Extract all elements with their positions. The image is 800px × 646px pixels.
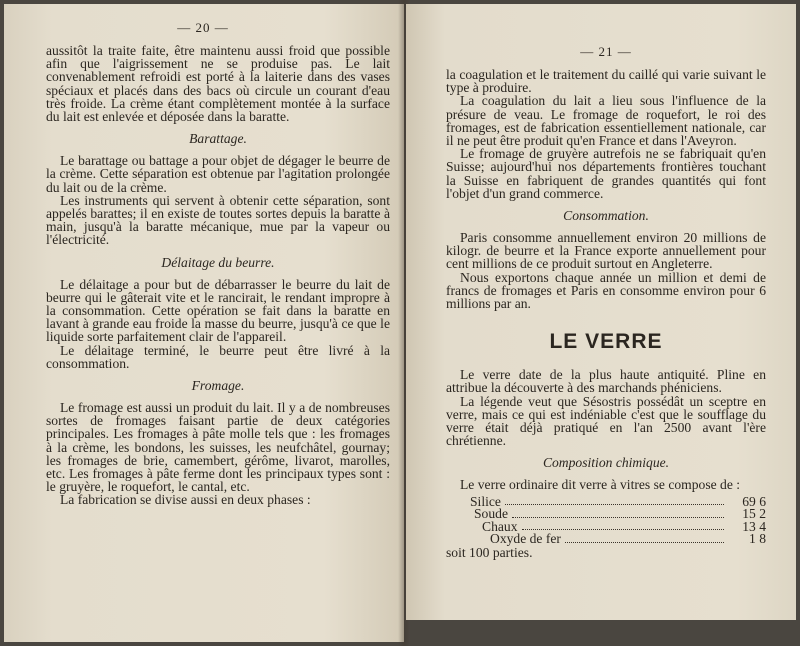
heading-composition-chimique: Composition chimique.	[542, 455, 670, 471]
gruyere-paragraph: Le fromage de gruyère autrefois ne se fabriquait qu'en Suisse; aujourd'hui nos départements frontières touchant la Suisse en fabriquent de grandes quantités qui font l'objet d'un grand commerce.	[446, 146, 766, 201]
composition-row-oxyde-de-fer	[446, 533, 766, 546]
delaitage-paragraph-2: Le délaitage terminé, le beurre peut être livré à la consommation.	[46, 342, 390, 371]
composition-intro: Le verre ordinaire dit verre à vitres se compose de :	[460, 477, 741, 493]
fromage-paragraph-2: La fabrication se divise aussi en deux phases :	[60, 492, 311, 508]
composition-item-value: 15 2	[742, 506, 766, 522]
composition-item-name: Soude	[474, 506, 508, 522]
chapter-title-le-verre: LE VERRE	[549, 330, 663, 354]
consommation-paragraph-2: Nous exportons chaque année un million et demi de francs de fromages et Paris en consomme environ pour 6 millions par an.	[446, 269, 766, 312]
right-page	[406, 4, 796, 620]
delaitage-paragraph-1: Le délaitage a pour but de débarrasser le beurre du lait de beurre qui le gâterait vite et le rancirait, le rendant impropre à la consommation. Cette opération se fait dans la baratte en lavant à grande eau froide la masse du beurre, jusqu'à ce que le liquide sorte parfaitement clair de l'appareil.	[46, 276, 390, 345]
heading-fromage: Fromage.	[191, 378, 245, 394]
barattage-paragraph-2: Les instruments qui servent à obtenir cette séparation, sont appelés barattes; il en existe de toutes sortes depuis la baratte à main, jusqu'à la baratte mécanique, mue par la vapeur ou l'électricité.	[46, 192, 390, 248]
verre-paragraph-2: La légende veut que Sésostris possédât un sceptre en verre, mais ce qui est indéniable c'est que le soufflage du verre était déjà pratiqué en l'an 2500 avant l'ère chrétienne.	[446, 393, 766, 449]
leader-dots	[512, 508, 724, 518]
composition-item-name: Oxyde de fer	[490, 531, 561, 547]
leader-dots	[565, 533, 724, 543]
composition-item-value: 1 8	[749, 531, 766, 547]
composition-item-value: 69 6	[742, 493, 766, 509]
consommation-paragraph-1: Paris consomme annuellement environ 20 millions de kilogr. de beurre et la France exporte annuellement pour cent millions de ce produit surtout en Angleterre.	[446, 230, 766, 272]
composition-item-value: 13 4	[742, 518, 766, 534]
right-intro-paragraph: la coagulation et le traitement du caillé qui varie suivant le type à produire.	[446, 67, 766, 96]
heading-barattage: Barattage.	[189, 131, 247, 147]
fromage-paragraph-1: Le fromage est aussi un produit du lait. Il y a de nombreuses sortes de fromages faisant partie de deux catégories principales. Les fromages à pâte molle tels que : les fromages à la crème, les bondons, les suisses, les neufchâtel, gournay; les fromages de brie, camembert, gérôme, livarot, marolles, etc. Les fromages à pâte ferme dont les principaux types sont : le gruyère, le roquefort, le cantal, etc.	[46, 400, 390, 495]
heading-consommation: Consommation.	[563, 208, 649, 224]
composition-item-name: Chaux	[482, 518, 518, 534]
composition-item-name: Silice	[470, 493, 501, 509]
verre-paragraph-1: Le verre date de la plus haute antiquité. Pline en attribue la découverte à des marchands phéniciens.	[446, 367, 766, 396]
page-number-left: — 20 —	[177, 20, 229, 35]
coagulation-paragraph: La coagulation du lait a lieu sous l'influence de la présure de veau. Le fromage de roquefort, le roi des fromages, est de fabrication essentiellement nationale, car il ne peut être produit qu'en France et dans l'Aveyron.	[446, 93, 766, 149]
page-number-right: — 21 —	[580, 44, 632, 59]
leader-dots	[522, 521, 725, 531]
composition-total: soit 100 parties.	[446, 544, 533, 560]
heading-delaitage: Délaitage du beurre.	[161, 254, 275, 270]
composition-list	[446, 493, 766, 547]
left-intro-paragraph: aussitôt la traite faite, être maintenu aussi froid que possible afin que l'aigrissement ne se produise pas. Le lait convenablement refroidi est porté à la laiterie dans des vases spéciaux et placés dans des bacs où circule un courant d'eau très froide. La crème étant complètement montée à la surface du lait est enlevée et déposée dans la baratte.	[46, 43, 390, 125]
barattage-paragraph-1: Le barattage ou battage a pour objet de dégager le beurre de la crème. Cette séparation est obtenue par l'agitation prolongée du lait ou de la crème.	[46, 153, 390, 195]
leader-dots	[505, 496, 724, 506]
left-page	[4, 4, 404, 642]
